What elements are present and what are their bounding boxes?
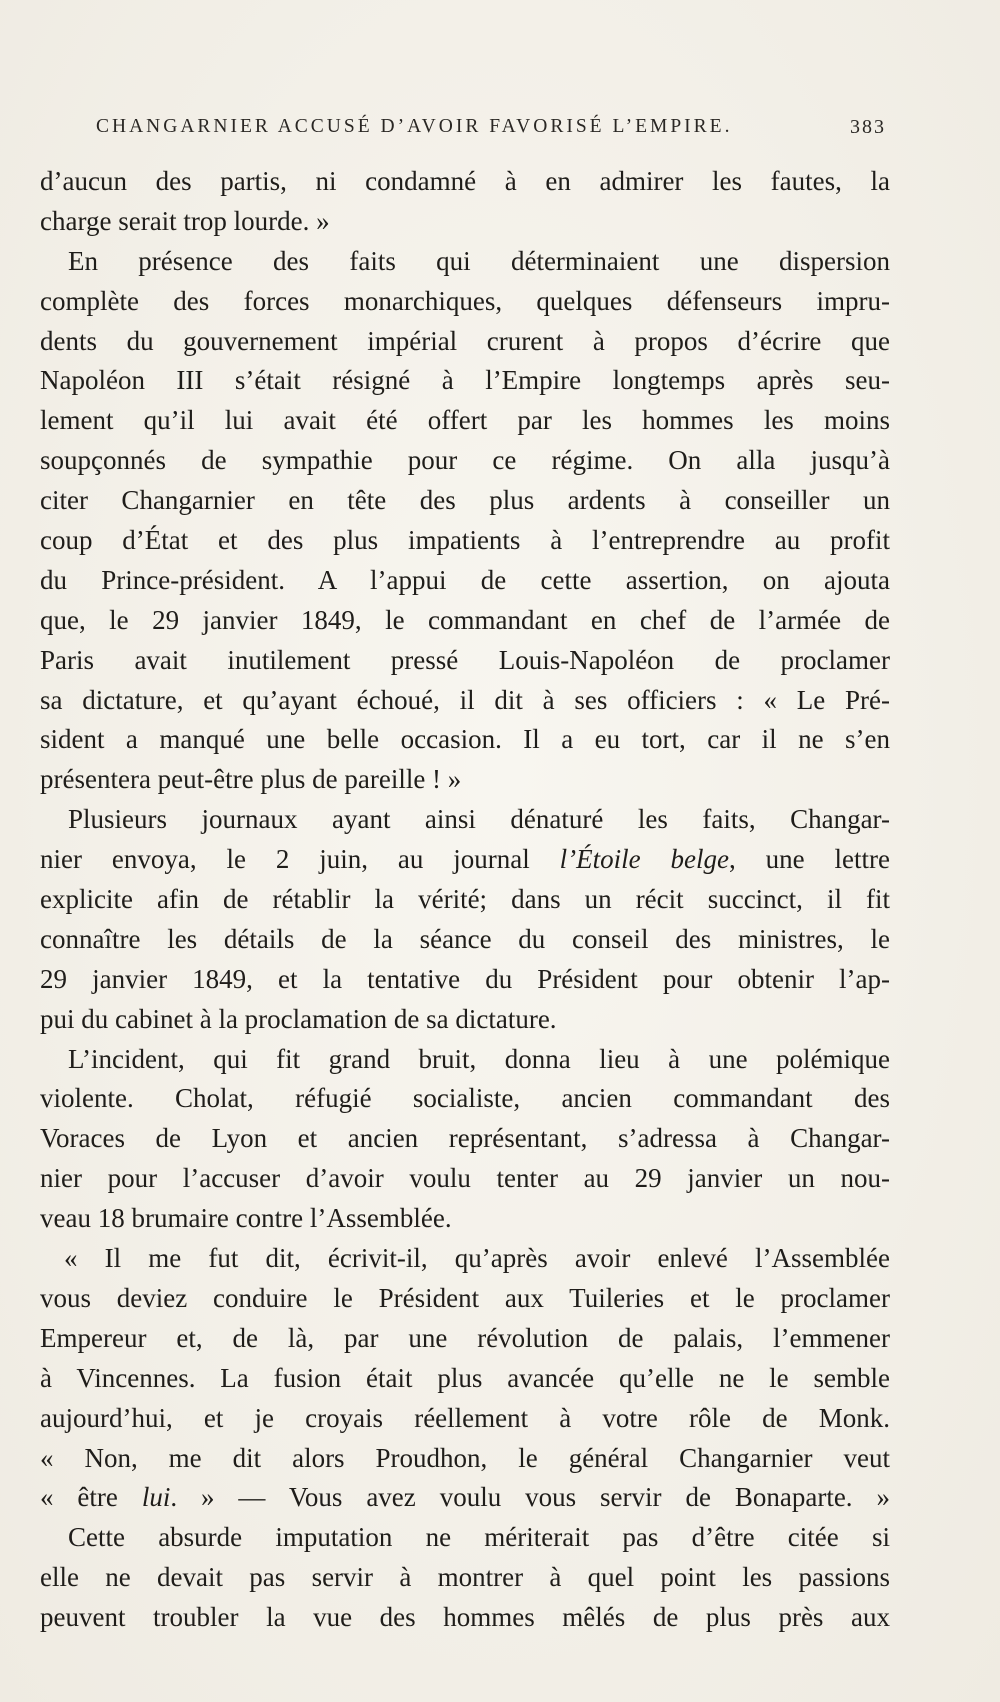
body-text [40, 162, 890, 1638]
text-line-segment: à Vincennes. La fusion était plus avancée qu’elle ne le semble [40, 1362, 890, 1393]
text-line-segment: nier envoya, le 2 juin, au journal [40, 844, 560, 875]
text-line-segment: « être [40, 1482, 142, 1513]
text-line-segment: « Non, me dit alors Proudhon, le général Changarnier veut [40, 1442, 890, 1473]
text-line-segment: charge serait trop lourde. » [40, 205, 330, 236]
text-line-segment: présentera peut-être plus de pareille ! » [40, 764, 462, 795]
italic-segment: lui [141, 1482, 171, 1513]
text-line [40, 1518, 890, 1558]
text-line [40, 681, 890, 721]
page-number: 383 [850, 116, 886, 138]
text-line-segment: sident a manqué une belle occasion. Il a eu tort, car il ne s’en [40, 724, 890, 755]
text-line [40, 641, 890, 681]
text-line-segment: du Prince-président. A l’appui de cette assertion, on ajouta [40, 564, 890, 595]
text-line-segment: dents du gouvernement impérial crurent à propos d’écrire que [40, 325, 890, 356]
text-line-segment: « Il me fut dit, écrivit-il, qu’après avoir enlevé l’Assemblée [64, 1243, 890, 1274]
text-line-segment: soupçonnés de sympathie pour ce régime. On alla jusqu’à [40, 445, 890, 476]
text-line-segment: connaître les détails de la séance du conseil des ministres, le [40, 923, 890, 954]
text-line [40, 1159, 890, 1199]
text-line-segment: sa dictature, et qu’ayant échoué, il dit à ses officiers : « Le Pré- [40, 684, 890, 715]
text-line [40, 441, 890, 481]
text-line [40, 720, 890, 760]
text-line [40, 840, 890, 880]
text-line [40, 1558, 890, 1598]
text-line-segment: Napoléon III s’était résigné à l’Empire longtemps après seu- [40, 365, 890, 396]
text-line [40, 960, 890, 1000]
text-line-segment: Cette absurde imputation ne mériterait pas d’être citée si [68, 1522, 890, 1553]
text-line [40, 1598, 890, 1638]
text-line [40, 561, 890, 601]
text-line-segment: complète des forces monarchiques, quelques défenseurs impru- [40, 285, 890, 316]
text-line-segment: veau 18 brumaire contre l’Assemblée. [40, 1203, 452, 1234]
text-line [40, 282, 890, 322]
text-line-segment: Voraces de Lyon et ancien représentant, s’adressa à Changar- [40, 1123, 890, 1154]
text-line-segment: Empereur et, de là, par une révolution de palais, l’emmener [40, 1322, 890, 1353]
text-line-segment: L’incident, qui fit grand bruit, donna lieu à une polémique [68, 1043, 890, 1074]
text-line-segment: lement qu’il lui avait été offert par les hommes les moins [40, 405, 890, 436]
running-head-title: CHANGARNIER ACCUSÉ D’AVOIR FAVORISÉ L’EMPIRE. [96, 116, 733, 137]
running-head [96, 116, 886, 146]
text-line-segment: citer Changarnier en tête des plus ardents à conseiller un [40, 485, 890, 516]
text-line-segment: d’aucun des partis, ni condamné à en admirer les fautes, la [40, 166, 890, 196]
text-line [40, 1319, 890, 1359]
italic-segment: l’Étoile belge [559, 844, 729, 875]
text-line [40, 401, 890, 441]
text-line-segment: aujourd’hui, et je croyais réellement à votre rôle de Monk. [40, 1402, 890, 1433]
text-line [40, 162, 890, 202]
text-line [40, 1119, 890, 1159]
text-line [40, 1279, 890, 1319]
text-line-segment: explicite afin de rétablir la vérité; dans un récit succinct, il fit [40, 884, 890, 915]
text-line [40, 322, 890, 362]
text-line-segment: vous deviez conduire le Président aux Tuileries et le proclamer [40, 1282, 890, 1313]
text-line [40, 1040, 890, 1080]
text-line-segment: . » — Vous avez voulu vous servir de Bonaparte. » [170, 1482, 890, 1513]
text-line-segment: nier pour l’accuser d’avoir voulu tenter au 29 janvier un nou- [40, 1163, 890, 1194]
text-line [40, 920, 890, 960]
text-line-segment: elle ne devait pas servir à montrer à quel point les passions [40, 1562, 890, 1593]
text-line [40, 1399, 890, 1439]
text-line-segment: coup d’État et des plus impatients à l’entreprendre au profit [40, 525, 890, 556]
text-line [40, 880, 890, 920]
text-line-segment: En présence des faits qui déterminaient une dispersion [68, 245, 890, 276]
text-line-segment: violente. Cholat, réfugié socialiste, ancien commandant des [40, 1083, 890, 1114]
text-line [40, 481, 890, 521]
text-line [40, 1239, 890, 1279]
text-line-segment: peuvent troubler la vue des hommes mêlés de plus près aux [40, 1602, 890, 1633]
text-line-segment: que, le 29 janvier 1849, le commandant en chef de l’armée de [40, 604, 890, 635]
text-line-segment: pui du cabinet à la proclamation de sa dictature. [40, 1003, 557, 1034]
text-line-segment: Plusieurs journaux ayant ainsi dénaturé les faits, Changar- [68, 804, 890, 835]
text-line [40, 521, 890, 561]
text-line [40, 1199, 890, 1239]
text-line [40, 601, 890, 641]
text-line [40, 242, 890, 282]
text-line [40, 800, 890, 840]
text-line [40, 361, 890, 401]
text-line [40, 1000, 890, 1040]
text-line [40, 1439, 890, 1479]
text-line-segment: Paris avait inutilement pressé Louis-Napoléon de proclamer [40, 644, 890, 675]
text-line [40, 1359, 890, 1399]
text-line-segment: 29 janvier 1849, et la tentative du Président pour obtenir l’ap- [40, 963, 890, 994]
text-line [40, 202, 890, 242]
text-line-segment: , une lettre [729, 844, 890, 875]
text-line [40, 1478, 890, 1518]
text-line [40, 1079, 890, 1119]
text-line [40, 760, 890, 800]
